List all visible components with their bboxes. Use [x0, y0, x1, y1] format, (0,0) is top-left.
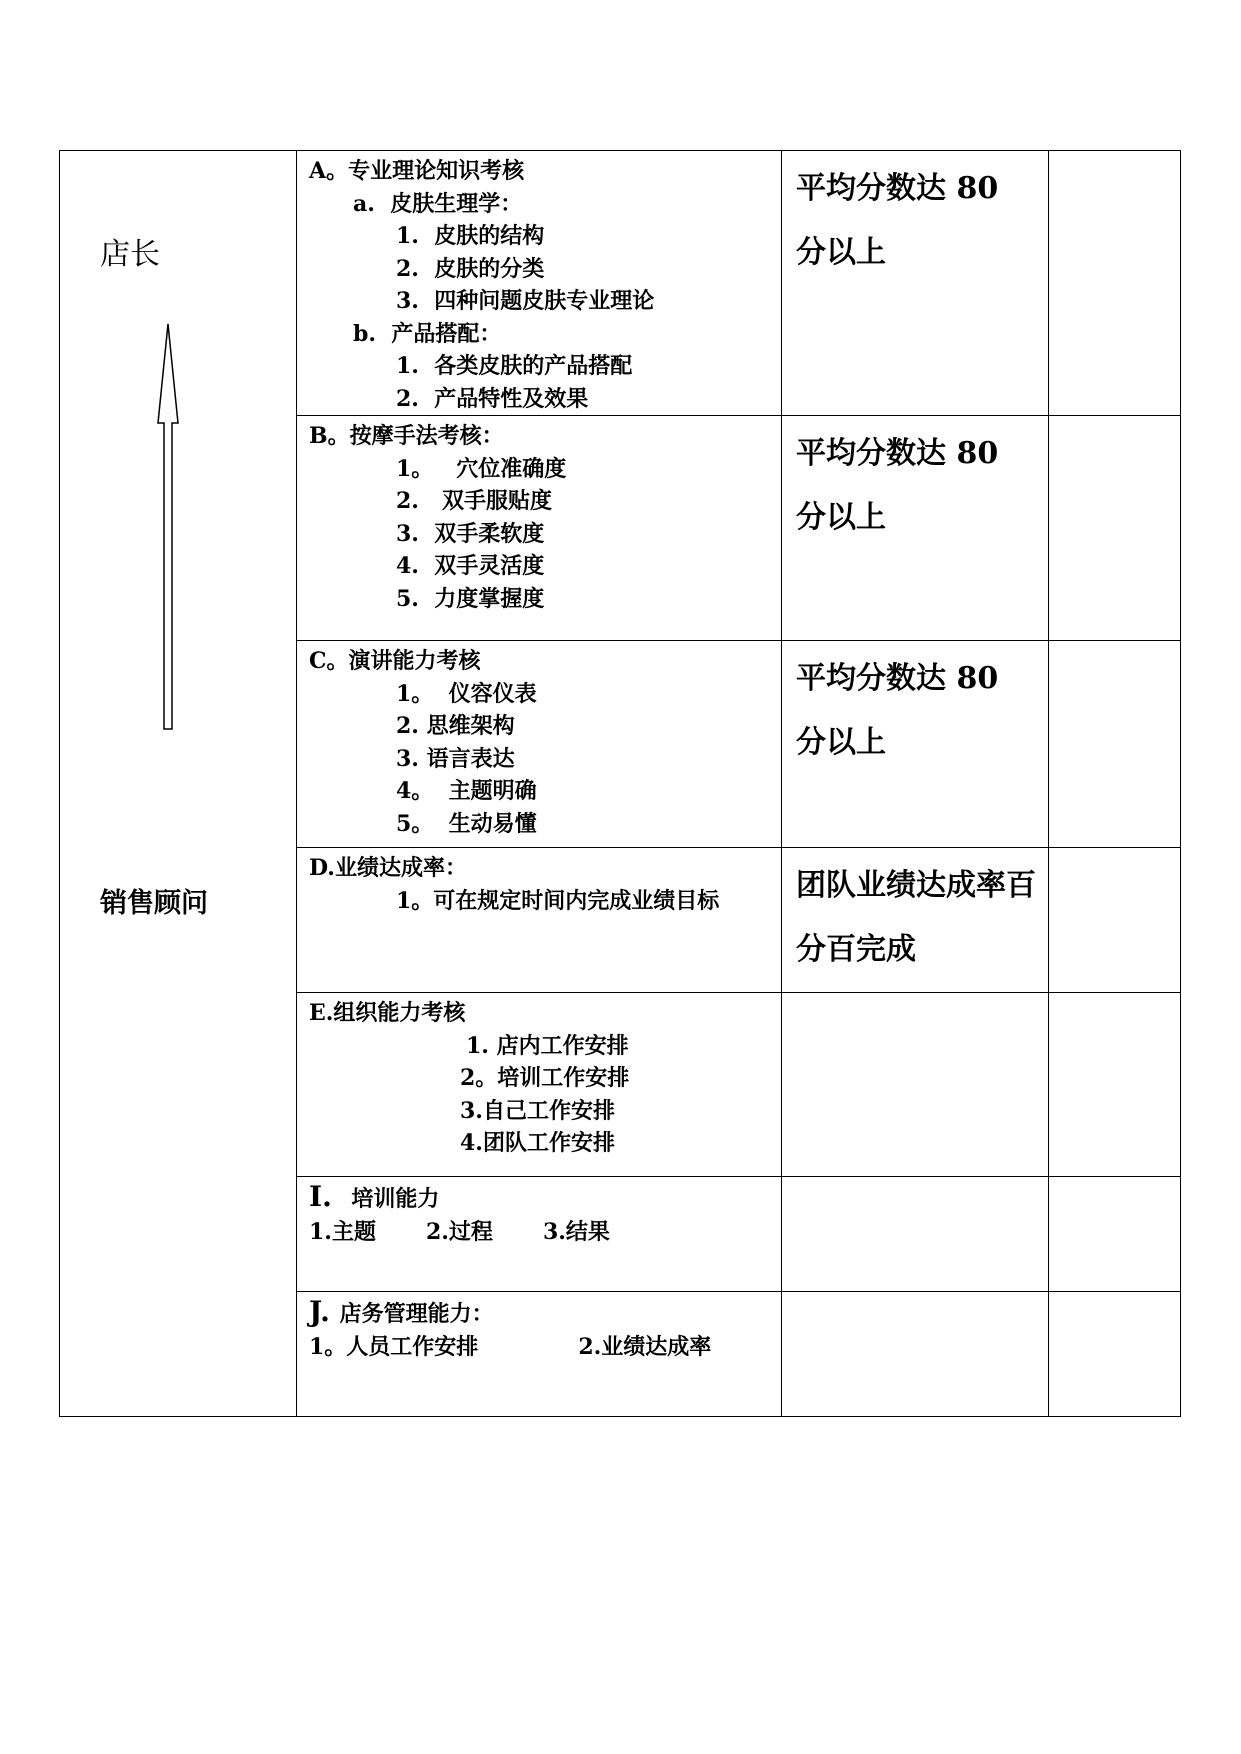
target-text: 平均分数达 80 分以上 [796, 661, 999, 760]
list-item: 3. 语言表达 [396, 745, 515, 772]
section-i-heading [309, 1181, 781, 1216]
up-arrow-icon [156, 323, 180, 731]
list-item: a. 皮肤生理学： [353, 190, 523, 217]
section-j-target [782, 1292, 1049, 1417]
section-e-content [297, 993, 782, 1177]
section-j-title: 店务管理能力： [339, 1301, 494, 1327]
section-d-heading: D.业绩达成率： [309, 855, 467, 881]
list-item: 3. 四种问题皮肤专业理论 [396, 288, 655, 314]
target-text [782, 1177, 1036, 1183]
list-item: 1。 穴位准确度 [396, 455, 567, 482]
section-b-heading: B。按摩手法考核： [309, 423, 504, 449]
list-item: 1. 皮肤的结构 [396, 223, 545, 249]
list-item: 3.结果 [542, 1218, 610, 1245]
section-b-content [297, 416, 782, 641]
list-item: 2. 皮肤的分类 [396, 255, 545, 282]
role-sales-consultant: 销售顾问 [100, 888, 208, 919]
list-item: 1. 店内工作安排 [466, 1032, 629, 1059]
score-cell [1049, 993, 1181, 1177]
section-e-target [782, 993, 1049, 1177]
list-item: 3. 双手柔软度 [396, 520, 545, 547]
list-item: 2. 思维架构 [396, 713, 515, 739]
role-column [60, 151, 297, 1417]
section-a-target [782, 151, 1049, 416]
section-d-content [297, 848, 782, 993]
score-cell [1049, 641, 1181, 848]
score-cell [1049, 1292, 1181, 1417]
section-c-content [297, 641, 782, 848]
target-text: 团队业绩达成率百分百完成 [796, 868, 1036, 967]
list-item: b. 产品搭配： [353, 320, 502, 347]
table-row-a [60, 151, 1181, 416]
list-item: 2. 双手服贴度 [396, 488, 552, 514]
list-item: 2. 产品特性及效果 [396, 385, 589, 412]
score-cell [1049, 416, 1181, 641]
list-item: 1。人员工作安排 [309, 1333, 479, 1360]
list-item: 4. 双手灵活度 [396, 553, 545, 579]
list-item: 4.团队工作安排 [460, 1130, 615, 1156]
target-text: 平均分数达 80 分以上 [796, 171, 999, 270]
section-a-content [297, 151, 782, 416]
score-cell [1049, 1177, 1181, 1292]
list-item: 1.主题 [309, 1218, 376, 1245]
score-cell [1049, 848, 1181, 993]
score-cell [1049, 151, 1181, 416]
list-item: 4。 主题明确 [396, 778, 537, 804]
list-item: 2.业绩达成率 [578, 1333, 712, 1360]
section-i-items [309, 1216, 781, 1249]
list-item: 5。 生动易懂 [396, 810, 537, 837]
target-text [782, 993, 1036, 999]
section-j-content [297, 1292, 782, 1417]
target-text [782, 1292, 1036, 1298]
list-item: 1。 仪容仪表 [396, 680, 537, 707]
section-i-content [297, 1177, 782, 1292]
section-d-target [782, 848, 1049, 993]
section-e-heading: E.组织能力考核 [309, 1000, 466, 1026]
list-item: 5. 力度掌握度 [396, 585, 545, 612]
role-store-manager: 店长 [100, 237, 160, 272]
section-i-title: 培训能力 [351, 1186, 440, 1212]
list-item: 1. 各类皮肤的产品搭配 [396, 353, 633, 379]
section-j-heading [309, 1296, 781, 1331]
section-j-items [309, 1331, 781, 1364]
section-j-number: J. [309, 1295, 330, 1328]
section-b-target [782, 416, 1049, 641]
list-item: 3.自己工作安排 [460, 1097, 615, 1124]
list-item: 1。可在规定时间内完成业绩目标 [396, 887, 720, 914]
list-item: 2.过程 [425, 1218, 493, 1245]
assessment-table [59, 150, 1181, 1417]
target-text: 平均分数达 80 分以上 [796, 436, 999, 535]
section-a-heading: A。专业理论知识考核 [309, 158, 525, 184]
list-item: 2。培训工作安排 [460, 1065, 630, 1091]
section-c-target [782, 641, 1049, 848]
section-c-heading: C。演讲能力考核 [309, 648, 481, 674]
section-i-number: I. [309, 1180, 332, 1213]
section-i-target [782, 1177, 1049, 1292]
